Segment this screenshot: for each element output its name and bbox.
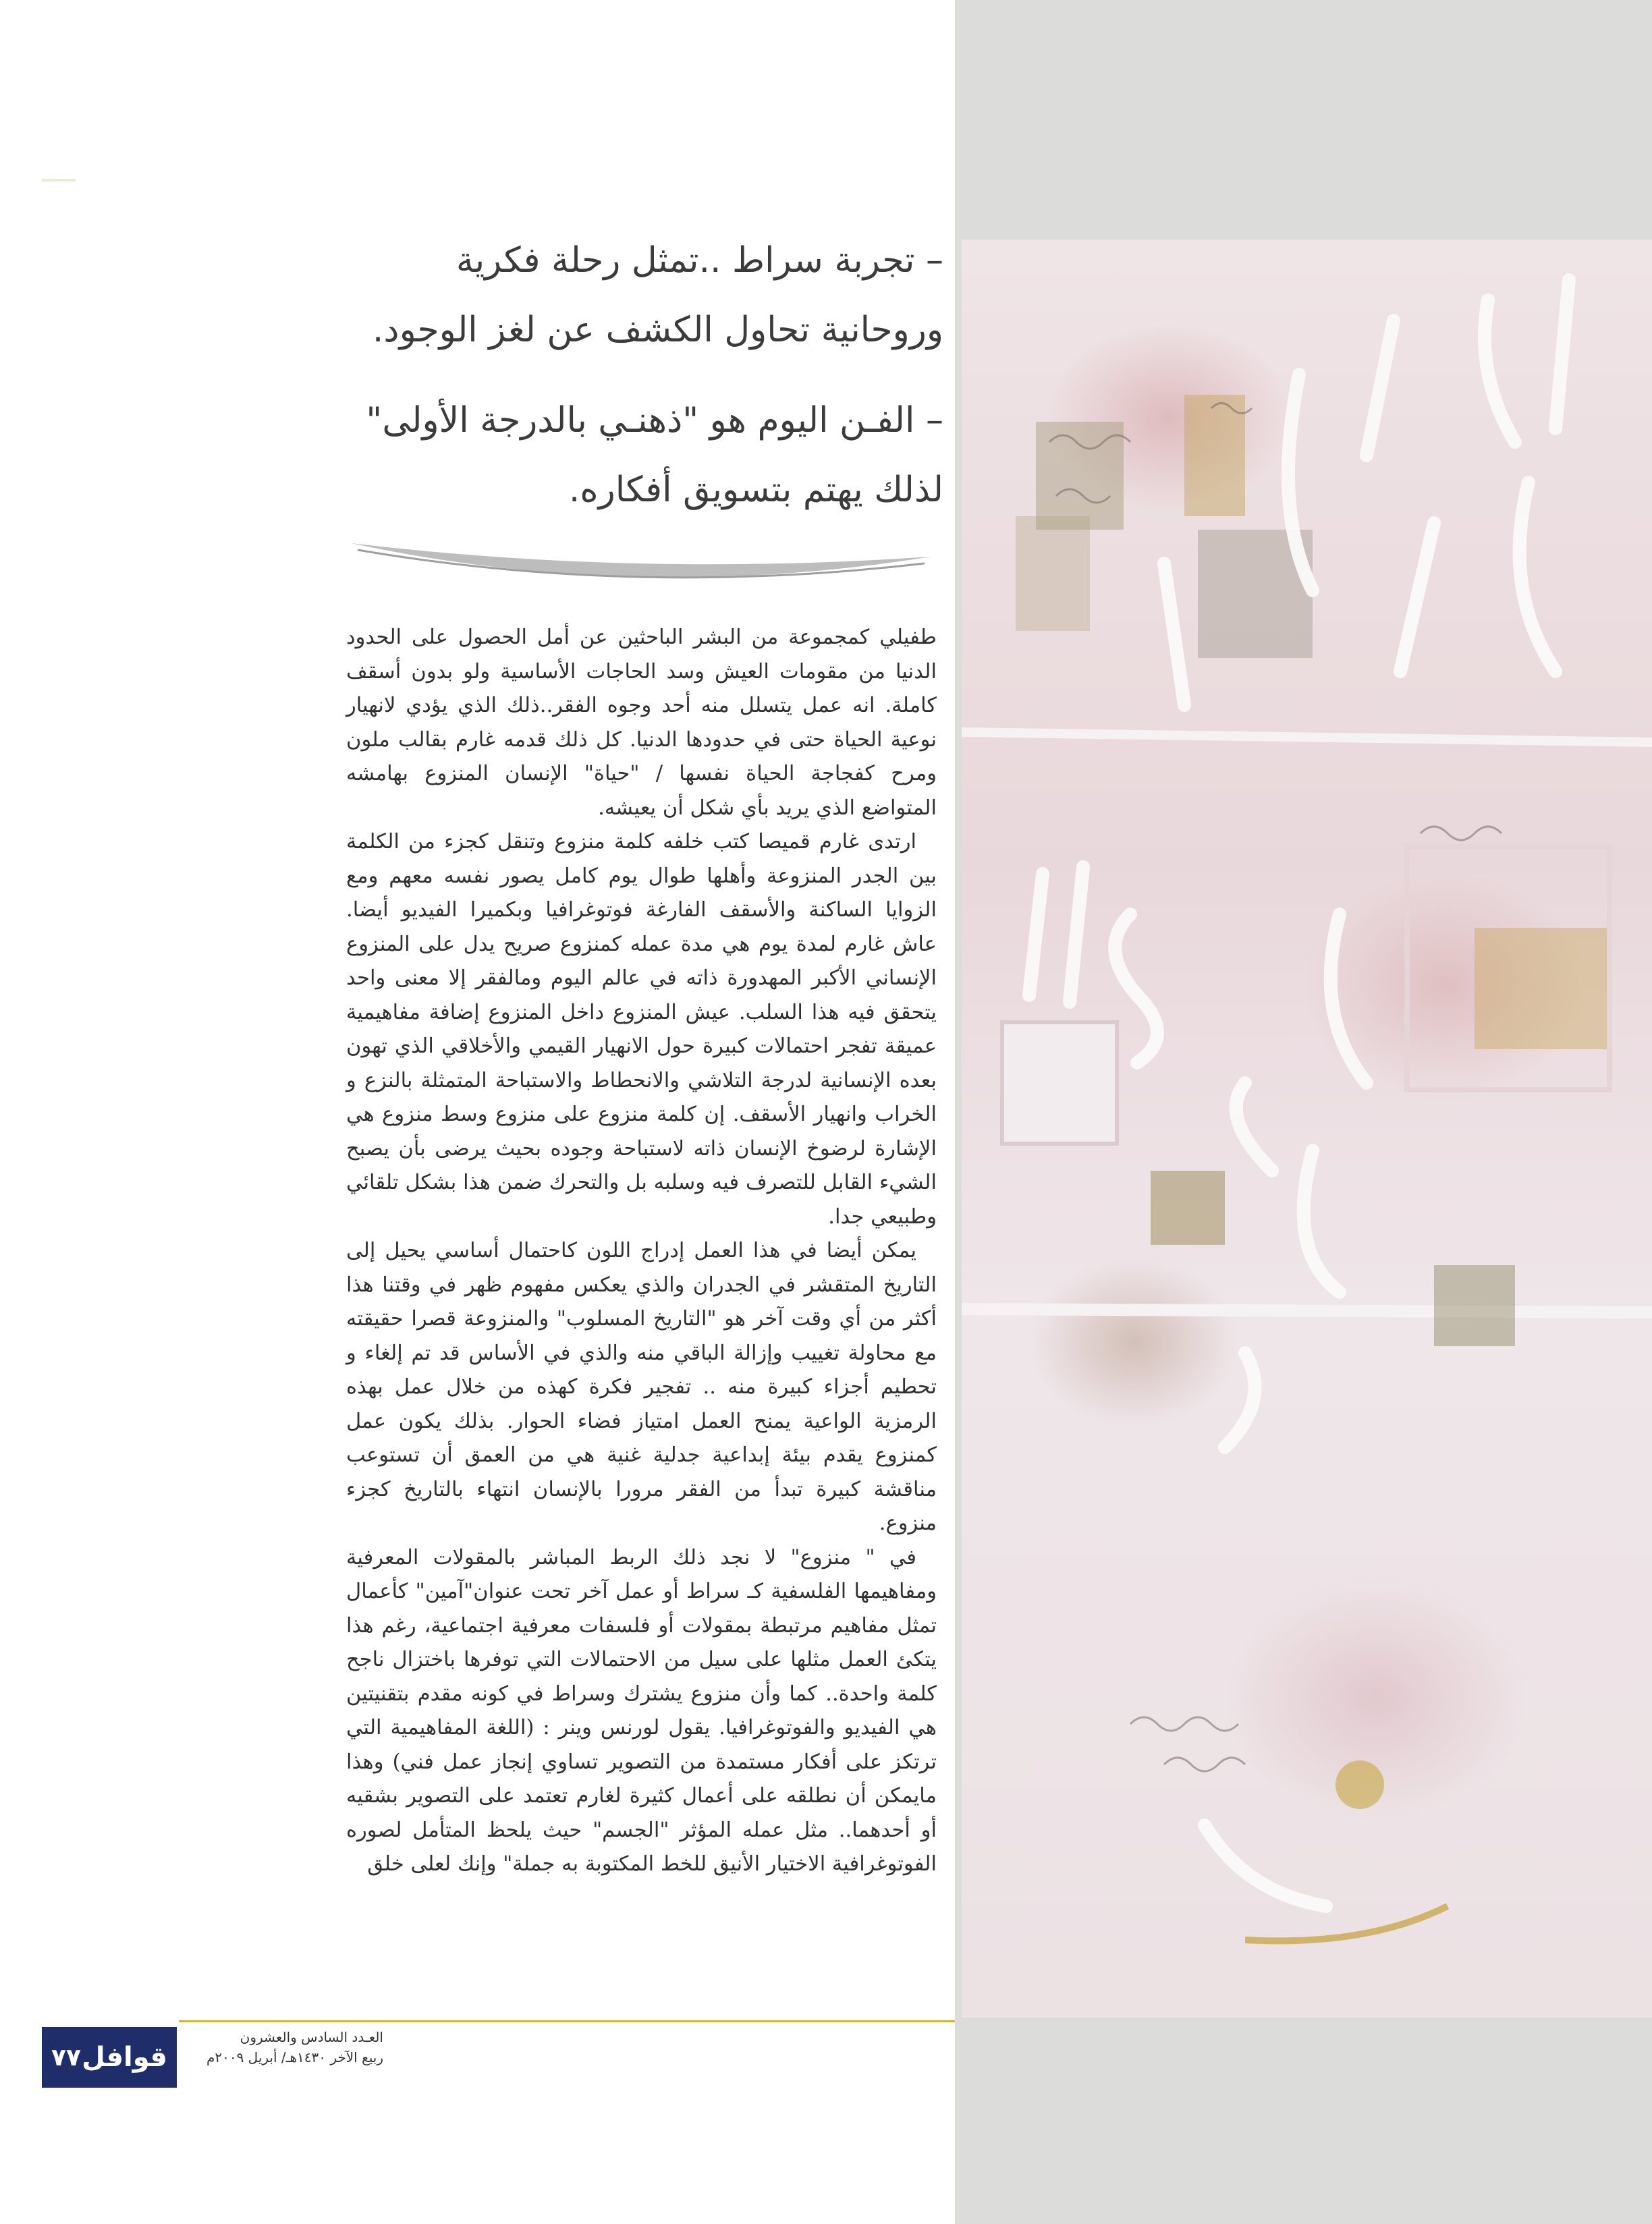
panel-seam-1 [962,732,1652,742]
texture-block [1036,422,1124,530]
footer-rule [179,2020,955,2022]
page-number: ٧٧ [51,2043,81,2072]
pull-quote-1: – تجربة سراط ..تمثل رحلة فكرية وروحانية تحاول الكشف عن لغز الوجود. [372,240,943,350]
relief-square [1002,1022,1117,1144]
paragraph: في " منزوع" لا نجد ذلك الربط المباشر بالمقولات المعرفية ومفاهيمها الفلسفية كـ سراط أو عمل آخر تحت عنوان"آمين" كأعمال تمثل مفاهيم مرتبطة بمقولات أو فلسفات معرفية اجتماعية، رغم هذا يتكئ العمل مثلها على سيل من الاحتمالات التي توفرها باختزال ناجح كلمة واحدة.. كما وأن منزوع يشترك وسراط في كونه مقدم بتقنيتين هي الفيديو والفوتوغرافيا. يقول لورنس وينر : (اللغة المفاهيمية التي ترتكز على أفكار مستمدة من التصوير تساوي إنجاز عمل فني) وهذا مايمكن أن نطلقه على أعمال كثيرة لغارم تعتمد على التصوير بشقيه أو أحدهما.. مثل عمله المؤثر "الجسم" حيث يلحظ المتأمل لصوره الفوتوغرافية الاختيار الأنيق للخط المكتوبة به جملة" وإنك لعلى خلق [346,1545,937,1876]
article-body [346,621,937,1882]
page-badge [42,2027,177,2088]
gold-circle [1336,1760,1384,1809]
gold-block [1475,928,1609,1049]
texture-block [1151,1171,1225,1245]
texture-block [1016,516,1090,631]
gold-stroke [1245,1906,1448,1941]
paragraph: طفيلي كمجموعة من البشر الباحثين عن أمل الحصول على الحدود الدنيا من مقومات العيش وسد الحاجات الأساسية ولو بدون أسقف كاملة. انه عمل يتسلل منه أحد وجوه الفقر..ذلك الذي يؤدي لانهيار نوعية الحياة حتى في حدودها الدنيا. كل ذلك قدمه غارم بقالب ملون ومرح كفجاجة الحياة نفسها / "حياة" الإنسان المنزوع بهامشه المتواضع الذي يريد بأي شكل أن يعيشه. [346,626,937,820]
calligraphy-artwork [962,240,1652,2018]
magazine-logo: قوافل [82,2042,167,2073]
texture-block [1434,1265,1515,1346]
pull-quote-2: – الفـن اليوم هو "ذهنـي بالدرجة الأولى" لذلك يهتم بتسويق أفكاره. [366,400,943,510]
issue-line: العـدد السادس والعشرون [240,2029,383,2045]
artwork-drawing [962,240,1652,2018]
pull-quotes [350,226,943,546]
paragraph: ارتدى غارم قميصا كتب خلفه كلمة منزوع وتنقل كجزء من الكلمة بين الجدر المنزوعة وأهلها طوال يوم كامل يصور نفسه معهم ومع الزوايا الساكنة والأسقف الفارغة فوتوغرافيا وبكميرا الفيديو أيضا. عاش غارم لمدة يوم هي مدة عمله كمنزوع صريح يدل على المنزوع الإنساني الأكبر المهدورة ذاته في عالم اليوم ومالفقر إلا معنى واحد يتحقق فيه هذا السلب. عيش المنزوع داخل المنزوع إضافة مفاهيمية عميقة تفجر احتمالات كبيرة حول الانهيار القيمي والأخلاقي الذي تهون بعده الإنسانية لدرجة التلاشي والانحطاط والاستباحة المتمثلة بالنزع و الخراب وانهيار الأسقف. إن كلمة منزوع على منزوع وسط منزوع هي الإشارة لرضوخ الإنسان ذاته لاستباحة وجوده بحيث يرضى بأن يصبح الشيء القابل للتصرف فيه وسلبه بل والتحرك ضمن هذا بشكل تلقائي وطبيعي جدا. [346,830,937,1229]
gold-block [1184,395,1245,516]
decorative-swoosh [344,530,938,597]
date-line: ربيع الآخر ١٤٣٠هـ/ أبريل ٢٠٠٩م [206,2049,383,2065]
corner-mark [42,179,76,182]
panel-seam-2 [962,1309,1652,1312]
issue-info [181,2027,383,2067]
paragraph: يمكن أيضا في هذا العمل إدراج اللون كاحتمال أساسي يحيل إلى التاريخ المتقشر في الجدران والذي يعكس مفهوم ظهر في وقتنا هذا أكثر من أي وقت آخر هو "التاريخ المسلوب" والمنزوعة قصرا حقيقته مع محاولة تغييب وإزالة الباقي منه والذي في الأساس قد تم إلغاء و تحطيم أجزاء كبيرة منه .. تفجير فكرة كهذه من خلال عمل بهذه الرمزية الواعية يمنح العمل امتياز فضاء الحوار. بذلك يكون عمل كمنزوع يقدم بيئة إبداعية جدلية غنية هي من العمق أن تستوعب مناقشة كبيرة تبدأ من الفقر مرورا بالإنسان انتهاء بالتاريخ كجزء منزوع. [346,1239,937,1535]
